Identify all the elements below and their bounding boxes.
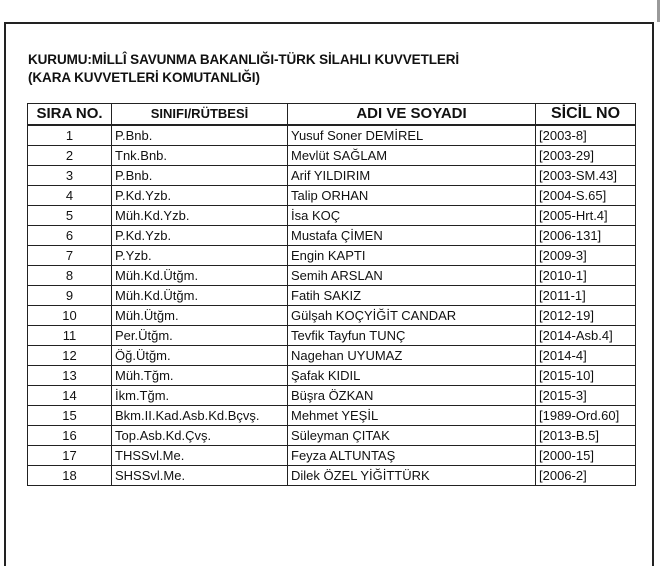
cell-rank: Top.Asb.Kd.Çvş. (112, 426, 288, 446)
table-row (28, 206, 636, 226)
cell-name: Engin KAPTI (288, 246, 536, 266)
cell-sicil-no: [2006-2] (536, 466, 636, 486)
command-line: (KARA KUVVETLERİ KOMUTANLIĞI) (28, 70, 260, 85)
table-row (28, 266, 636, 286)
cell-rank: P.Kd.Yzb. (112, 226, 288, 246)
cell-sira-no: 17 (28, 446, 112, 466)
table-row (28, 246, 636, 266)
cell-name: İsa KOÇ (288, 206, 536, 226)
cell-rank: P.Bnb. (112, 166, 288, 186)
cell-sira-no: 15 (28, 406, 112, 426)
table-row (28, 426, 636, 446)
cell-name: Büşra ÖZKAN (288, 386, 536, 406)
cell-rank: P.Kd.Yzb. (112, 186, 288, 206)
cell-rank: Müh.Ütğm. (112, 306, 288, 326)
cell-rank: Müh.Kd.Ütğm. (112, 266, 288, 286)
table-header-row (28, 104, 636, 126)
cell-name: Mehmet YEŞİL (288, 406, 536, 426)
cell-sira-no: 14 (28, 386, 112, 406)
cell-rank: P.Yzb. (112, 246, 288, 266)
cell-sicil-no: [2013-B.5] (536, 426, 636, 446)
table-row (28, 226, 636, 246)
cell-rank: Bkm.II.Kad.Asb.Kd.Bçvş. (112, 406, 288, 426)
cell-sicil-no: [2004-S.65] (536, 186, 636, 206)
table-row (28, 446, 636, 466)
cell-sira-no: 1 (28, 125, 112, 146)
cell-rank: Müh.Kd.Yzb. (112, 206, 288, 226)
cell-rank: Müh.Tğm. (112, 366, 288, 386)
cell-sira-no: 7 (28, 246, 112, 266)
cell-name: Arif YILDIRIM (288, 166, 536, 186)
cell-sira-no: 6 (28, 226, 112, 246)
table-row (28, 146, 636, 166)
cell-rank: P.Bnb. (112, 125, 288, 146)
table-row (28, 406, 636, 426)
table-row (28, 366, 636, 386)
cell-rank: THSSvl.Me. (112, 446, 288, 466)
cell-sira-no: 3 (28, 166, 112, 186)
table-row (28, 466, 636, 486)
cell-rank: Per.Ütğm. (112, 326, 288, 346)
cell-sira-no: 13 (28, 366, 112, 386)
cell-sicil-no: [2003-8] (536, 125, 636, 146)
cell-sicil-no: [2011-1] (536, 286, 636, 306)
cell-sicil-no: [2014-Asb.4] (536, 326, 636, 346)
cell-name: Gülşah KOÇYİĞİT CANDAR (288, 306, 536, 326)
cell-sicil-no: [2003-SM.43] (536, 166, 636, 186)
cell-rank: SHSSvl.Me. (112, 466, 288, 486)
cell-sicil-no: [2009-3] (536, 246, 636, 266)
cell-sicil-no: [2006-131] (536, 226, 636, 246)
cell-sicil-no: [2003-29] (536, 146, 636, 166)
cell-name: Şafak KIDIL (288, 366, 536, 386)
cell-sira-no: 16 (28, 426, 112, 446)
column-header-sicil-no: SİCİL NO (536, 104, 636, 126)
cell-name: Dilek ÖZEL YİĞİTTÜRK (288, 466, 536, 486)
cell-sicil-no: [2005-Hrt.4] (536, 206, 636, 226)
cell-sicil-no: [2015-3] (536, 386, 636, 406)
cell-sira-no: 11 (28, 326, 112, 346)
cell-sicil-no: [2012-19] (536, 306, 636, 326)
cell-sira-no: 12 (28, 346, 112, 366)
cell-rank: Müh.Kd.Ütğm. (112, 286, 288, 306)
cell-sira-no: 18 (28, 466, 112, 486)
cell-name: Feyza ALTUNTAŞ (288, 446, 536, 466)
column-header-name: ADI VE SOYADI (288, 104, 536, 126)
table-row (28, 286, 636, 306)
cell-sicil-no: [2010-1] (536, 266, 636, 286)
cell-sira-no: 8 (28, 266, 112, 286)
column-header-sira-no: SIRA NO. (28, 104, 112, 126)
cell-name: Semih ARSLAN (288, 266, 536, 286)
institution-line: KURUMU:MİLLÎ SAVUNMA BAKANLIĞI-TÜRK SİLAHLI KUVVETLERİ (28, 52, 460, 67)
cell-rank: İkm.Tğm. (112, 386, 288, 406)
table-row (28, 346, 636, 366)
cell-sira-no: 4 (28, 186, 112, 206)
table-row (28, 326, 636, 346)
cell-name: Nagehan UYUMAZ (288, 346, 536, 366)
cell-name: Yusuf Soner DEMİREL (288, 125, 536, 146)
cell-sira-no: 10 (28, 306, 112, 326)
cell-name: Fatih SAKIZ (288, 286, 536, 306)
document-header (28, 51, 459, 87)
cell-name: Talip ORHAN (288, 186, 536, 206)
table-row (28, 186, 636, 206)
cell-sira-no: 2 (28, 146, 112, 166)
table-row (28, 386, 636, 406)
table-row (28, 125, 636, 146)
table-row (28, 306, 636, 326)
table-body (28, 125, 636, 486)
cell-name: Tevfik Tayfun TUNÇ (288, 326, 536, 346)
personnel-table (27, 103, 636, 486)
column-header-rank: SINIFI/RÜTBESİ (112, 104, 288, 126)
cell-name: Mustafa ÇİMEN (288, 226, 536, 246)
cell-rank: Tnk.Bnb. (112, 146, 288, 166)
cell-sicil-no: [2014-4] (536, 346, 636, 366)
cell-sira-no: 5 (28, 206, 112, 226)
cell-rank: Öğ.Ütğm. (112, 346, 288, 366)
cell-sicil-no: [2000-15] (536, 446, 636, 466)
cell-sira-no: 9 (28, 286, 112, 306)
cell-name: Mevlüt SAĞLAM (288, 146, 536, 166)
table-row (28, 166, 636, 186)
cell-name: Süleyman ÇITAK (288, 426, 536, 446)
cell-sicil-no: [1989-Ord.60] (536, 406, 636, 426)
cell-sicil-no: [2015-10] (536, 366, 636, 386)
